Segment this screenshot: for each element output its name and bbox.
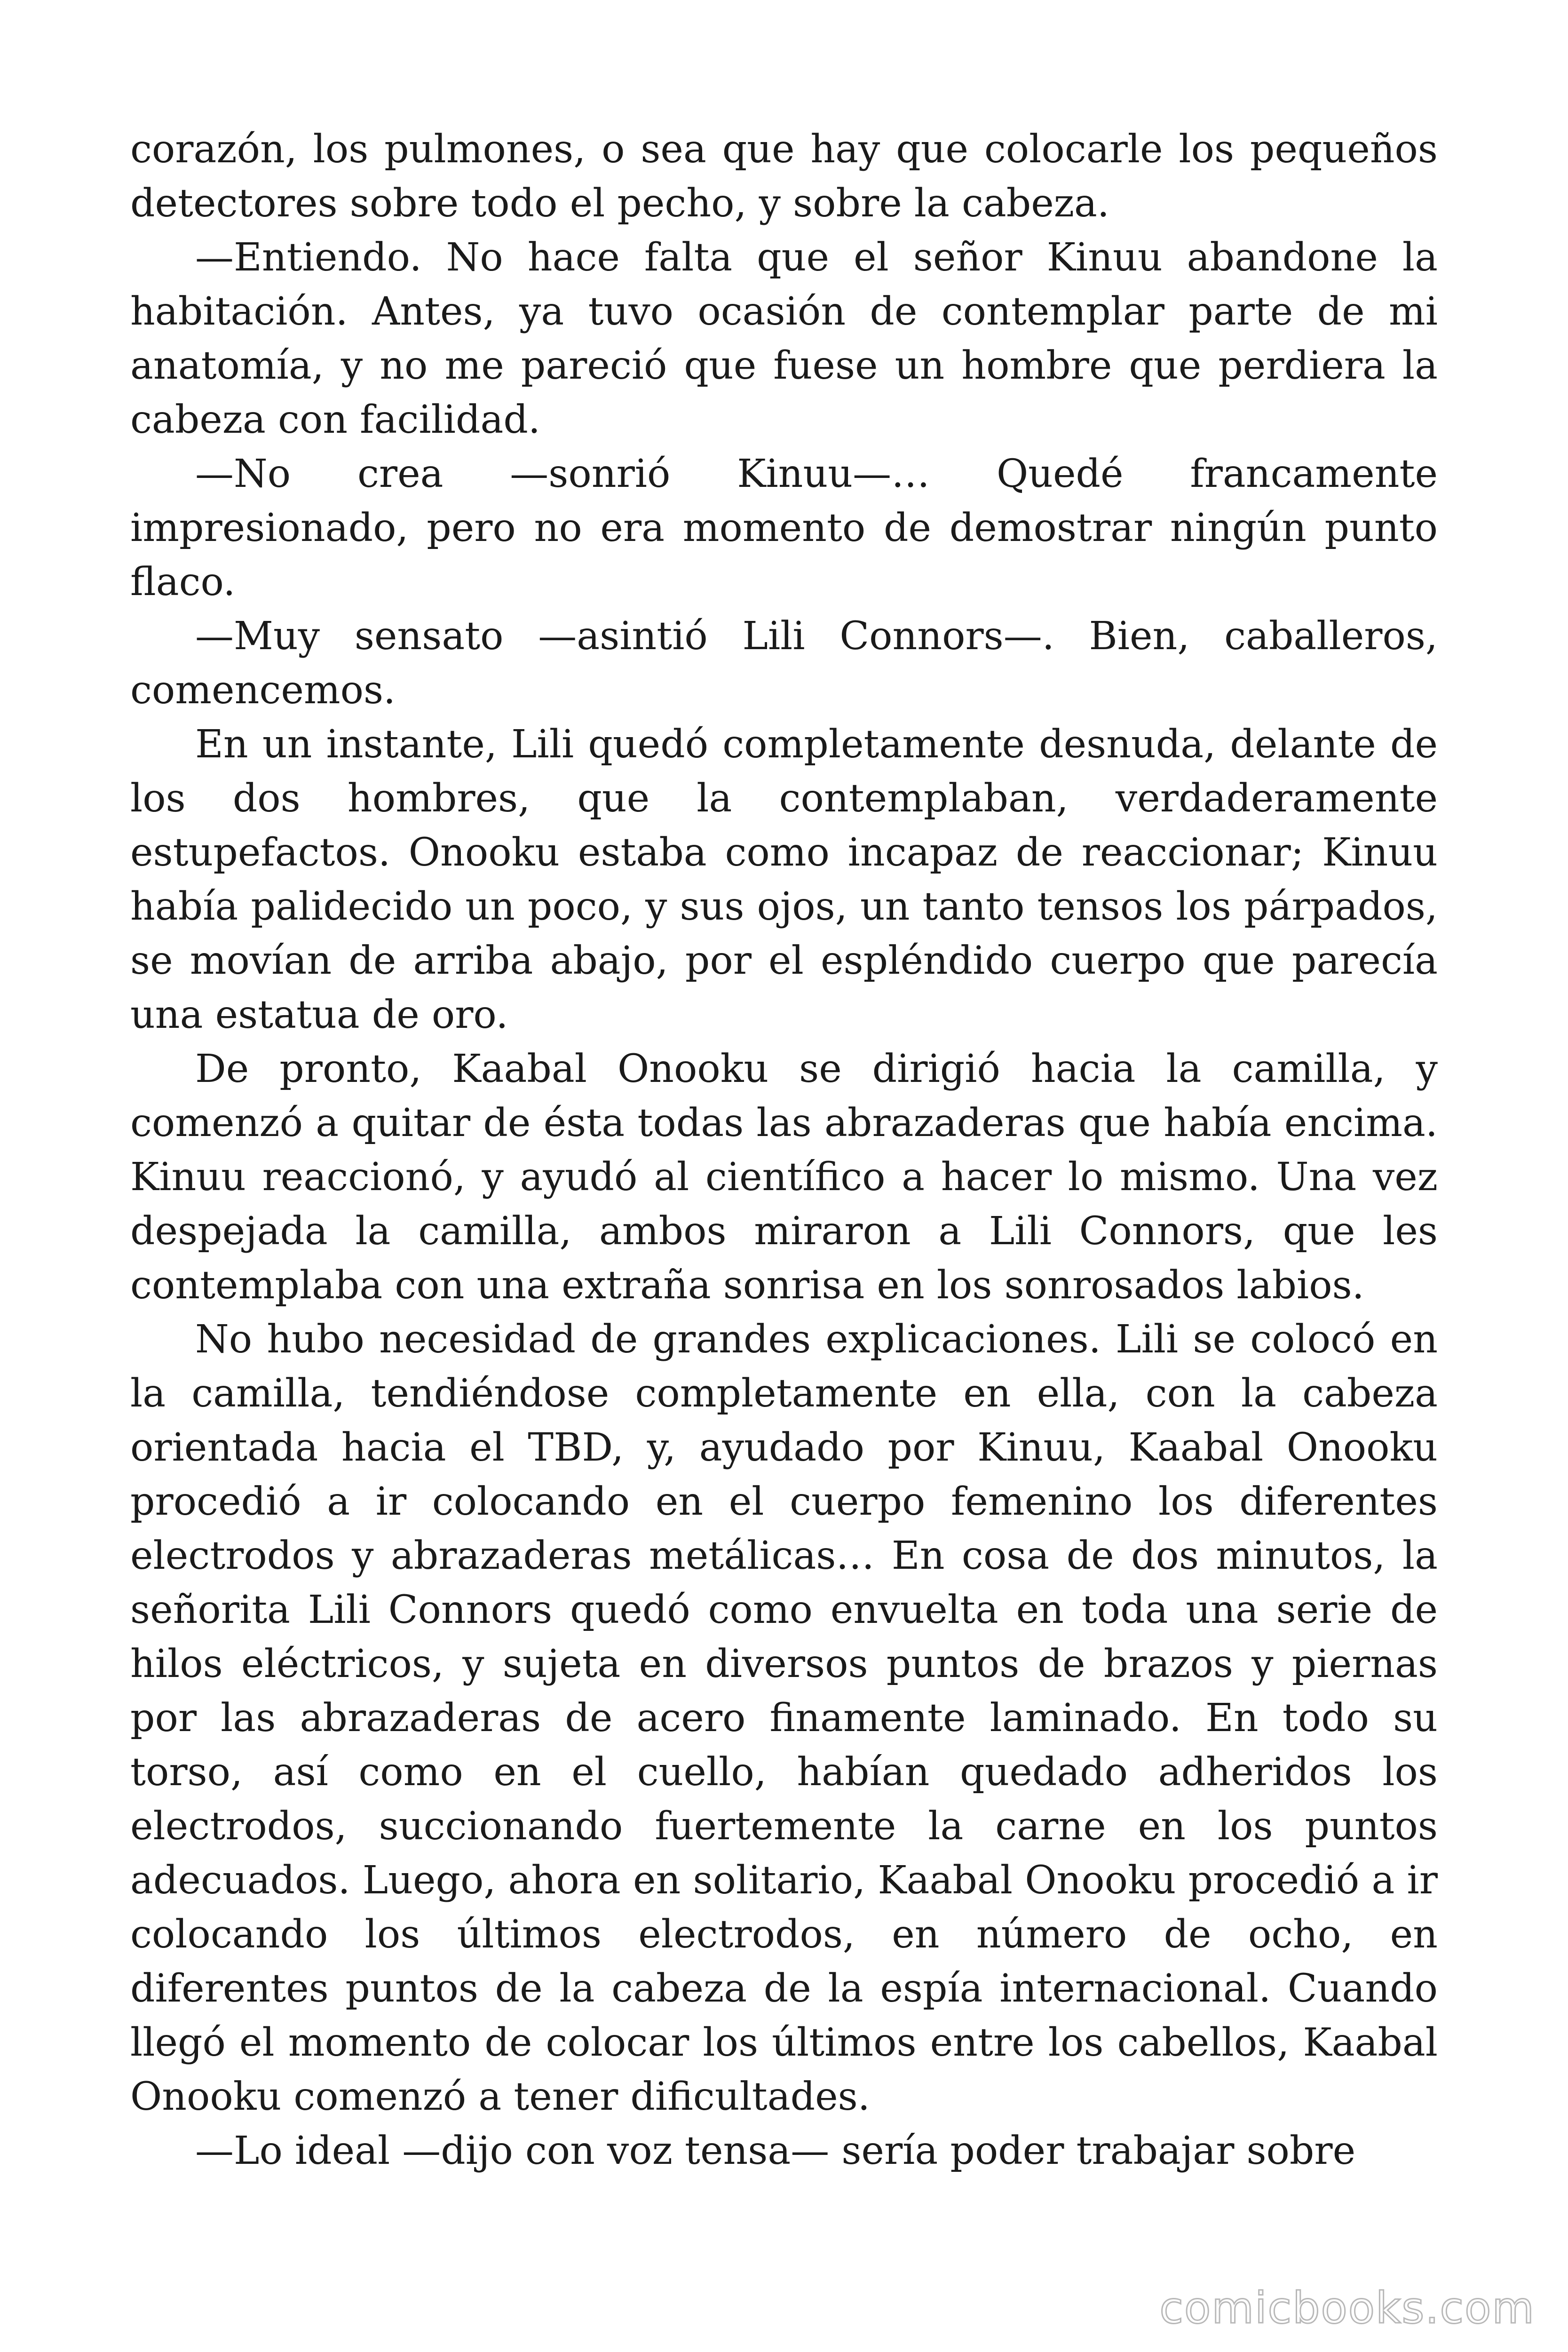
paragraph: De pronto, Kaabal Onooku se dirigió hacia la camilla, y comenzó a quitar de ésta todas las abrazaderas que había encima. Kinuu reaccionó, y ayudó al científico a hacer lo mismo. Una vez despejada la camilla, ambos miraron a Lili Connors, que les contemplaba con una extraña sonrisa en los sonrosados labios. bbox=[130, 1047, 1438, 1308]
paragraph-continuation: corazón, los pulmones, o sea que hay que colocarle los pequeños detectores sobre todo el pecho, y sobre la cabeza. bbox=[130, 127, 1438, 226]
page-text bbox=[130, 122, 1438, 2178]
paragraph: —No crea —sonrió Kinuu—… Quedé francamente impresionado, pero no era momento de demostrar ningún punto flaco. bbox=[130, 452, 1438, 604]
paragraph-last: —Lo ideal —dijo con voz tensa— sería poder trabajar sobre bbox=[195, 2129, 1356, 2173]
paragraph: —Entiendo. No hace falta que el señor Kinuu abandone la habitación. Antes, ya tuvo ocasión de contemplar parte de mi anatomía, y no me pareció que fuese un hombre que perdiera la cabeza con facilidad. bbox=[130, 235, 1438, 442]
paragraph: —Muy sensato —asintió Lili Connors—. Bien, caballeros, comencemos. bbox=[130, 614, 1438, 713]
paragraph: En un instante, Lili quedó completamente desnuda, delante de los dos hombres, que la contemplaban, verdaderamente estupefactos. Onooku estaba como incapaz de reaccionar; Kinuu había palidecido un poco, y sus ojos, un tanto tensos los párpados, se movían de arriba abajo, por el espléndido cuerpo que parecía una estatua de oro. bbox=[130, 722, 1438, 1037]
watermark: comicbooks.com bbox=[1159, 2283, 1535, 2333]
paragraph: No hubo necesidad de grandes explicaciones. Lili se colocó en la camilla, tendiéndose completamente en ella, con la cabeza orientada hacia el TBD, y, ayudado por Kinuu, Kaabal Onooku procedió a ir colocando en el cuerpo femenino los diferentes electrodos y abrazaderas metálicas… En cosa de dos minutos, la señorita Lili Connors quedó como envuelta en toda una serie de hilos eléctricos, y sujeta en diversos puntos de brazos y piernas por las abrazaderas de acero finamente laminado. En todo su torso, así como en el cuello, habían quedado adheridos los electrodos, succionando fuertemente la carne en los puntos adecuados. Luego, ahora en solitario, Kaabal Onooku procedió a ir colocando los últimos electrodos, en número de ocho, en diferentes puntos de la cabeza de la espía internacional. Cuando llegó el momento de colocar los últimos entre los cabellos, Kaabal Onooku comenzó a tener dificultades. bbox=[130, 1317, 1438, 2119]
